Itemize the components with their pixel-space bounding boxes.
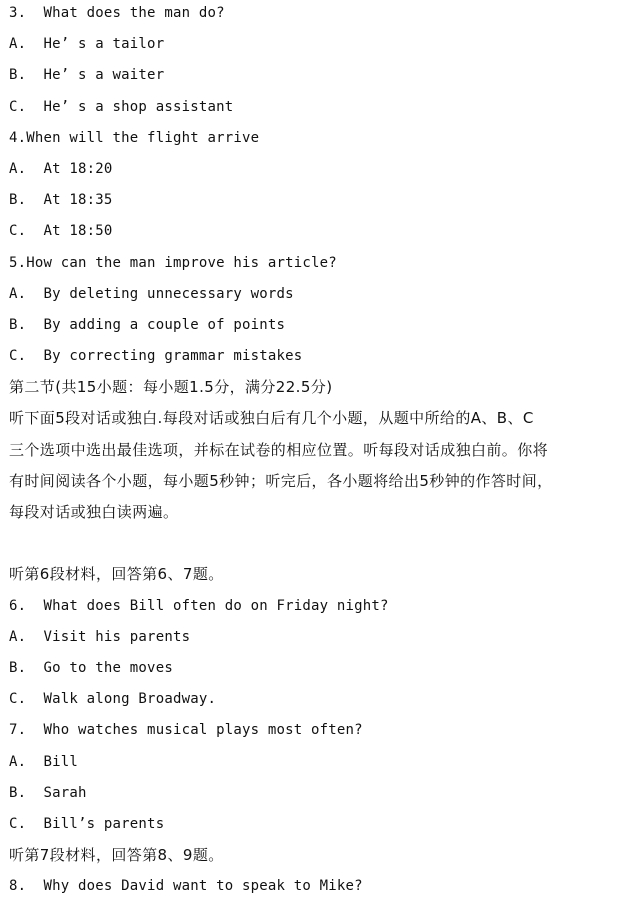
option-6a: A. Visit his parents xyxy=(9,628,191,645)
instructions-line-2: 三个选项中选出最佳选项，并标在试卷的相应位置。听每段对话成独白前。你将 xyxy=(9,440,549,459)
question-4: 4.When will the flight arrive xyxy=(9,129,260,146)
instructions-line-3: 有时间阅读各个小题，每小题5秒钟；听完后，各小题将给出5秒钟的作答时间， xyxy=(9,471,553,490)
option-3b: B. He’ s a waiter xyxy=(9,67,165,84)
option-6c: C. Walk along Broadway. xyxy=(9,691,217,708)
material-6-heading: 听第6段材料，回答第6、7题。 xyxy=(9,565,224,584)
option-4c: C. At 18:50 xyxy=(9,223,113,240)
option-4a: A. At 18:20 xyxy=(9,160,113,177)
option-3c: C. He’ s a shop assistant xyxy=(9,98,234,115)
option-4b: B. At 18:35 xyxy=(9,192,113,209)
question-6: 6. What does Bill often do on Friday night? xyxy=(9,597,389,614)
question-5: 5.How can the man improve his article? xyxy=(9,254,337,271)
option-7b: B. Sarah xyxy=(9,784,87,801)
document-page xyxy=(9,3,615,907)
option-3a: A. He’ s a tailor xyxy=(9,36,165,53)
option-6b: B. Go to the moves xyxy=(9,659,173,676)
material-7-heading: 听第7段材料，回答第8、9题。 xyxy=(9,846,224,865)
blank-line xyxy=(9,533,615,564)
option-5c: C. By correcting grammar mistakes xyxy=(9,348,303,365)
option-7c: C. Bill’s parents xyxy=(9,815,165,832)
question-8: 8. Why does David want to speak to Mike? xyxy=(9,878,363,895)
option-5a: A. By deleting unnecessary words xyxy=(9,285,294,302)
section-heading: 第二节(共15小题：每小题1.5分，满分22.5分) xyxy=(9,378,333,397)
instructions-line-1: 听下面5段对话或独白.每段对话或独白后有几个小题，从题中所给的A、B、C xyxy=(9,409,534,428)
option-7a: A. Bill xyxy=(9,753,79,770)
question-7: 7. Who watches musical plays most often? xyxy=(9,722,363,739)
instructions-line-4: 每段对话或独白读两遍。 xyxy=(9,503,179,521)
question-3: 3. What does the man do? xyxy=(9,5,225,21)
option-5b: B. By adding a couple of points xyxy=(9,316,286,333)
